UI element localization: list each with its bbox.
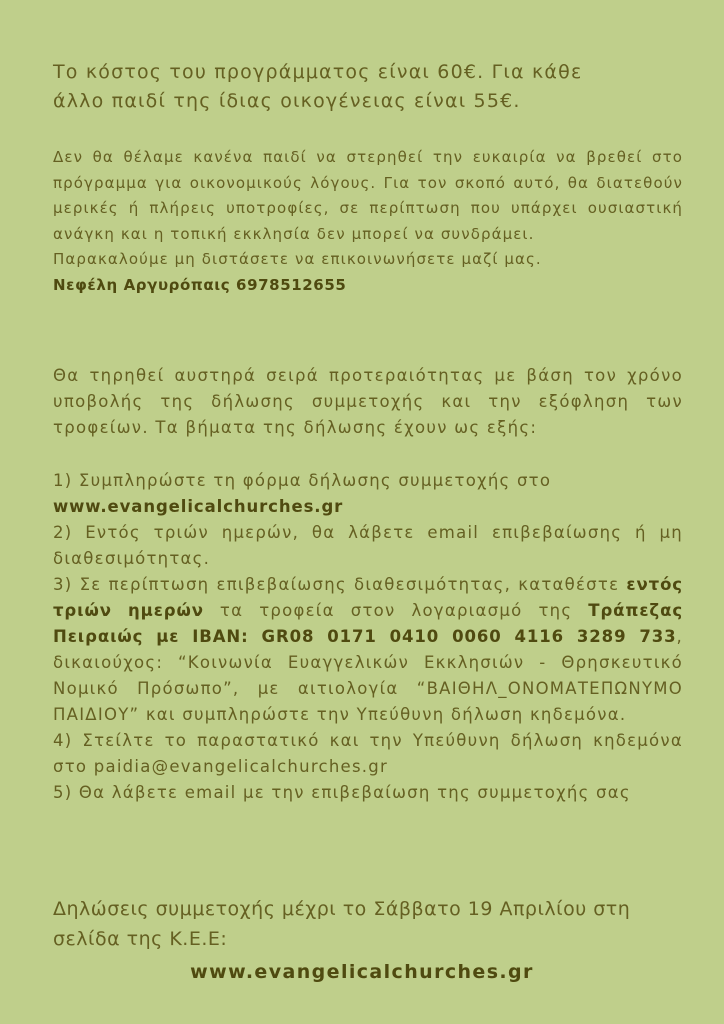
deadline-section	[53, 894, 683, 954]
step-3-text-c: , δικαιούχος: “Κοινωνία Ευαγγελικών Εκκλησιών - Θρησκευτικό Νομικό Πρόσωπο”, με αιτιολογία “ΒΑΙΘΗΛ_ΟΝΟΜΑΤΕΠΩΝΥΜΟ ΠΑΙΔΙΟΥ” και συμπληρώστε την Υπεύθυνη δήλωση κηδεμόνα.	[53, 627, 683, 724]
deadline-text: Δηλώσεις συμμετοχής μέχρι το Σάββατο 19 Απριλίου στη σελίδα της Κ.Ε.Ε:	[53, 898, 631, 950]
step-1-text: 1) Συμπληρώστε τη φόρμα δήλωσης συμμετοχής στο	[53, 471, 552, 490]
cost-line-1: Το κόστος του προγράμματος είναι 60€. Για κάθε	[53, 61, 583, 83]
step-3-bank-iban: Τράπεζας Πειραιώς με IBAN: GR08 0171 0410 0060 4116 3289 733	[53, 601, 683, 646]
step-1	[53, 468, 683, 520]
step-5: 5) Θα λάβετε email με την επιβεβαίωση της συμμετοχής σας	[53, 783, 631, 802]
step-4: 4) Στείλτε το παραστατικό και την Υπεύθυνη δήλωση κηδεμόνα στο paidia@evangelicalchurches.gr	[53, 731, 683, 776]
priority-paragraph: Θα τηρηθεί αυστηρά σειρά προτεραιότητας με βάση τον χρόνο υποβολής της δήλωσης συμμετοχής και την εξόφληση των τροφείων. Τα βήματα της δήλωσης έχουν ως εξής:	[53, 366, 683, 437]
step-3-text-a: 3) Σε περίπτωση επιβεβαίωσης διαθεσιμότητας, καταθέστε	[53, 575, 620, 594]
footer-website-link[interactable]: www.evangelicalchurches.gr	[190, 961, 534, 983]
scholarship-paragraph: Δεν θα θέλαμε κανένα παιδί να στερηθεί την ευκαιρία να βρεθεί στο πρόγραμμα για οικονομικούς λόγους. Για τον σκοπό αυτό, θα διατεθούν μερικές ή πλήρεις υποτροφίες, σε περίπτωση που υπάρχει ουσιαστική ανάγκη και η τοπική εκκλησία δεν μπορεί να συνδράμει.	[53, 148, 683, 243]
step-1-website-link[interactable]: www.evangelicalchurches.gr	[53, 497, 344, 516]
step-2: 2) Εντός τριών ημερών, θα λάβετε email επιβεβαίωσης ή μη διαθεσιμότητας.	[53, 523, 683, 568]
contact-prompt: Παρακαλούμε μη διστάσετε να επικοινωνήσετε μαζί μας.	[53, 250, 542, 268]
contact-person-phone: Νεφέλη Αργυρόπαις 6978512655	[53, 275, 347, 294]
cost-line-2: άλλο παιδί της ίδιας οικογένειας είναι 55€.	[53, 90, 521, 112]
scholarship-section	[53, 145, 683, 298]
registration-steps	[53, 468, 683, 806]
step-3-text-b: τα τροφεία στον λογαριασμό της	[219, 601, 573, 620]
step-3	[53, 572, 683, 728]
cost-section	[53, 58, 683, 116]
step-3-deadline-emphasis: εντός τριών ημερών	[53, 575, 683, 620]
priority-section	[53, 363, 683, 441]
